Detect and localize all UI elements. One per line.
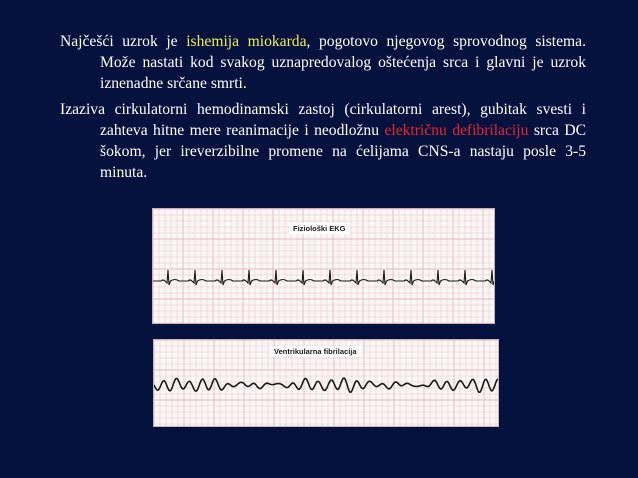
paragraph-cause-text-start: Najčešći uzrok je <box>60 33 187 50</box>
highlight-defibrillation: električnu defibrilaciju <box>384 122 529 139</box>
ekg-normal-strip <box>152 208 495 324</box>
paragraph-effect-text-start: Izaziva cirkulatorni hemodinamski zastoj (cirkulatorni arest), gubitak svesti i zahteva hitne mere reanimacije i neodložnu <box>60 101 586 139</box>
ekg-vf-label: Ventrikularna fibrilacija <box>270 346 361 357</box>
ekg-normal-trace <box>153 270 494 285</box>
paragraph-effect <box>60 99 586 183</box>
paragraph-cause <box>60 31 586 94</box>
paragraph-effect-text-end: srca DC šokom, jer ireverzibilne promene na ćelijama CNS-a nastaju posle 3-5 minuta. <box>100 122 586 181</box>
ekg-vf-strip <box>153 339 499 427</box>
slide-text <box>60 31 586 188</box>
ekg-normal-label: Fiziološki EKG <box>289 223 350 234</box>
highlight-ischemia: ishemija miokarda <box>186 33 307 50</box>
paragraph-cause-text-end: , pogotovo njegovog sprovodnog sistema. Može nastati kod svakog uznapredovalog oštećenja srca i glavni je uzrok iznenadne srčane smrti. <box>100 33 587 92</box>
ekg-vf-trace <box>154 378 498 392</box>
